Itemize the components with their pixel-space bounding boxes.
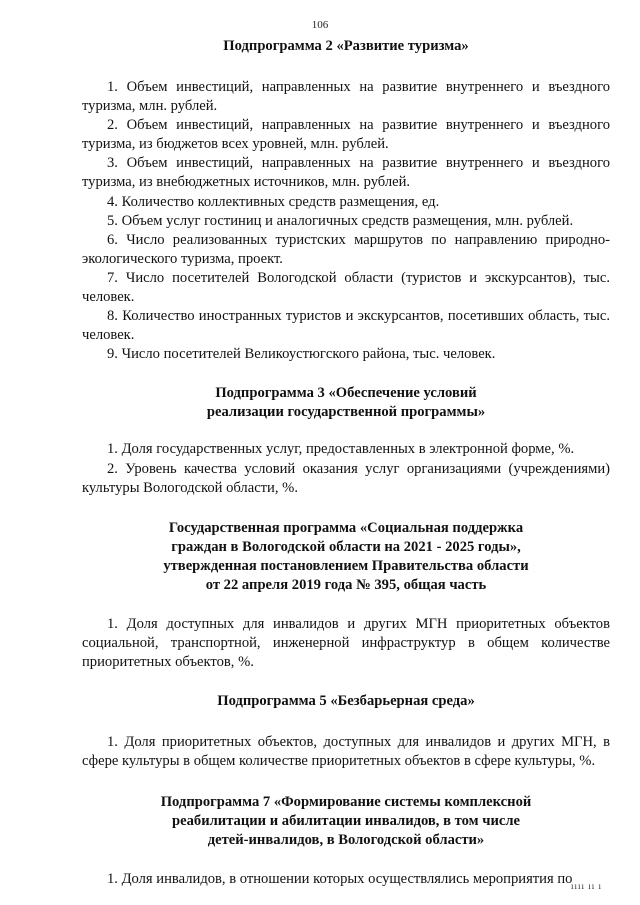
subprogram-3-indicator-list (82, 440, 610, 497)
document-body (82, 36, 610, 889)
subprogram-2-indicator-list (82, 78, 610, 364)
list-item: 3. Объем инвестиций, направленных на развитие внутреннего и въездного туризма, из внебюджетных источников, млн. рублей. (82, 155, 610, 191)
section-title-subprogram-7 (82, 793, 610, 850)
list-item: 7. Число посетителей Вологодской области (туристов и экскурсантов), тыс. человек. (82, 269, 610, 306)
section-title-state-program-social-support (82, 519, 610, 595)
title-line: граждан в Вологодской области на 2021 - 2025 годы», (171, 538, 521, 555)
list-item: 1. Доля инвалидов, в отношении которых осуществлялись мероприятия по (107, 871, 573, 888)
list-item: 1. Доля приоритетных объектов, доступных для инвалидов и других МГН, в сфере культуры в общем количестве приоритетных объектов в сфере культуры, %. (82, 733, 610, 770)
list-item: 1. Объем инвестиций, направленных на развитие внутреннего и въездного туризма, млн. рублей. (82, 79, 610, 115)
title-line: реализации государственной программы» (206, 404, 486, 421)
list-item: 9. Число посетителей Великоустюгского района, тыс. человек. (107, 346, 496, 363)
title-line: от 22 апреля 2019 года № 395, общая часть (205, 576, 487, 593)
title-line: Подпрограмма 7 «Формирование системы комплексной (160, 794, 532, 811)
list-item: 2. Уровень качества условий оказания услуг организациями (учреждениями) культуры Вологодской области, %. (82, 460, 610, 496)
list-item: 1. Доля доступных для инвалидов и других МГН приоритетных объектов социальной, транспортной, инженерной инфраструктур в общем количестве приоритетных объектов, %. (82, 615, 610, 670)
title-line: Государственная программа «Социальная поддержка (168, 519, 524, 536)
title-line: утвержденная постановлением Правительства области (163, 557, 529, 574)
list-item: 1. Доля государственных услуг, предоставленных в электронной форме, %. (107, 441, 575, 458)
section-title-subprogram-2: Подпрограмма 2 «Развитие туризма» (223, 38, 469, 54)
title-line: детей-инвалидов, в Вологодской области» (207, 832, 485, 849)
list-item: 5. Объем услуг гостиниц и аналогичных средств размещения, млн. рублей. (107, 212, 574, 229)
list-item: 6. Число реализованных туристских маршрутов по направлению природно-экологического туризма, проект. (82, 231, 610, 267)
list-item: 2. Объем инвестиций, направленных на развитие внутреннего и въездного туризма, из бюджетов всех уровней, млн. рублей. (82, 117, 610, 153)
list-item: 4. Количество коллективных средств размещения, ед. (107, 193, 440, 210)
list-item: 8. Количество иностранных туристов и экскурсантов, посетивших область, тыс. человек. (82, 308, 610, 344)
section-title-subprogram-5: Подпрограмма 5 «Безбарьерная среда» (217, 692, 475, 709)
subprogram-5-indicator-list (82, 733, 610, 771)
section-title-subprogram-3 (82, 384, 610, 422)
title-line: реабилитации и абилитации инвалидов, в том числе (172, 813, 520, 830)
state-program-indicator-list (82, 615, 610, 672)
subprogram-7-indicator-list (82, 870, 610, 889)
scan-registration-marks: ıııı ıı ı (570, 881, 602, 891)
title-line: Подпрограмма 3 «Обеспечение условий (215, 385, 477, 402)
page-number: 106 (311, 19, 329, 31)
